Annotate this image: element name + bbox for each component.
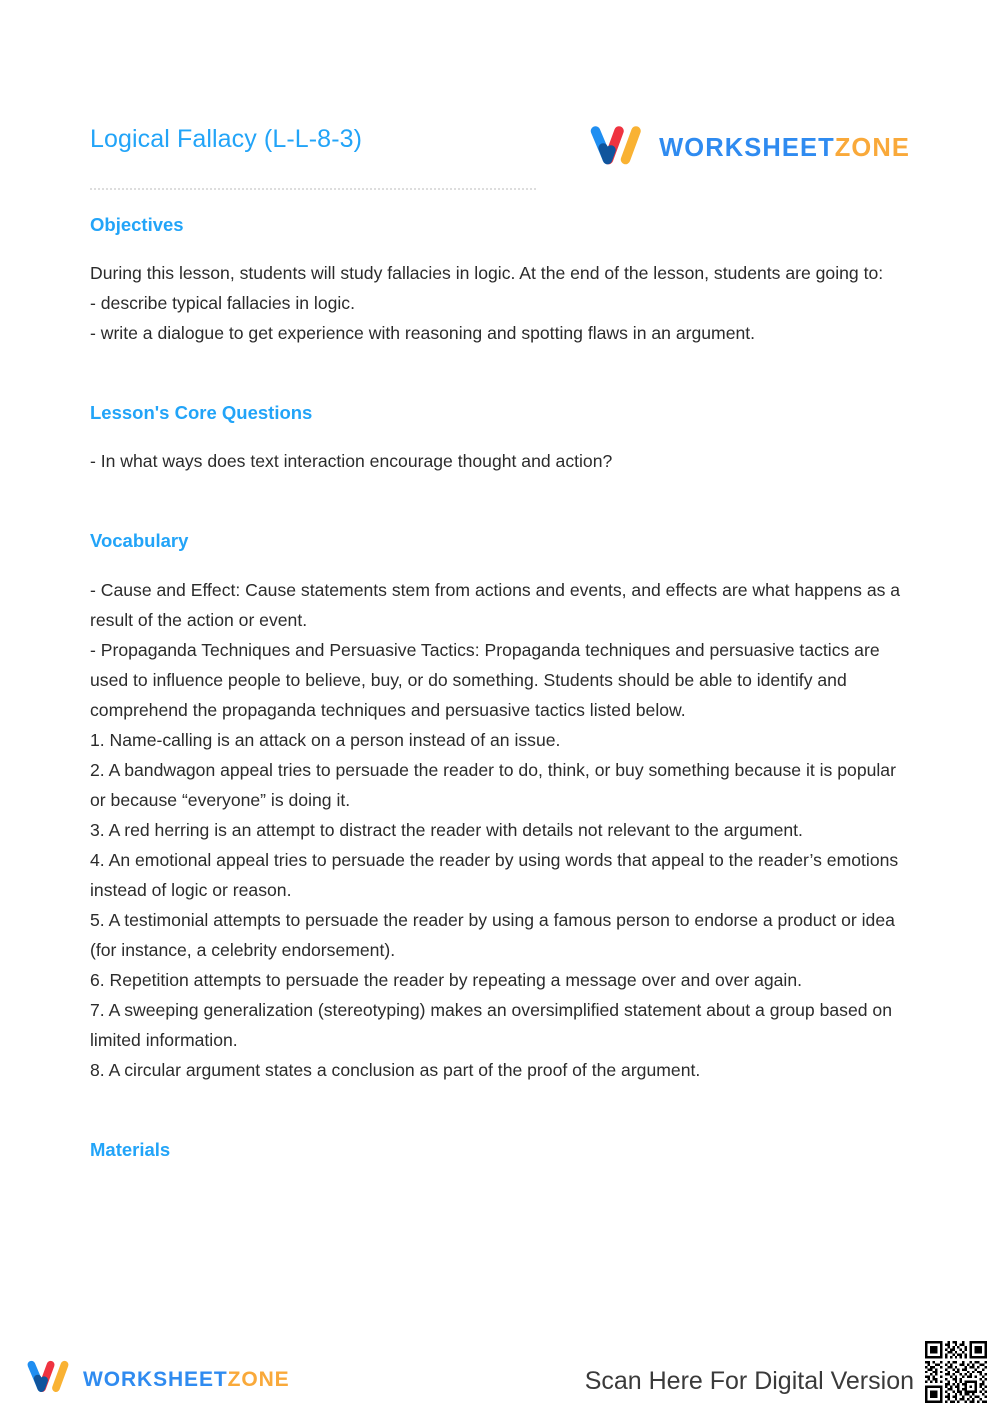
brand-logo-footer: [26, 1359, 290, 1400]
document-header: [90, 122, 910, 176]
vocabulary-numbered-item: 1. Name-calling is an attack on a person instead of an issue.: [90, 729, 561, 750]
section-heading-materials: Materials: [90, 1138, 171, 1160]
vocabulary-body: [90, 575, 910, 1085]
section-core-questions: [90, 402, 910, 476]
section-vocabulary: [90, 530, 910, 1084]
footer-brand-name-primary: WORKSHEET: [83, 1368, 228, 1391]
objectives-bullet: - describe typical fallacies in logic.: [90, 293, 355, 314]
vocabulary-numbered-item: 8. A circular argument states a conclusion as part of the proof of the argument.: [90, 1059, 701, 1080]
brand-wordmark: [659, 133, 910, 162]
vocabulary-numbered-item: 4. An emotional appeal tries to persuade the reader by using words that appeal to the reader’s emotions instead of logic or reason.: [90, 849, 899, 900]
brand-name-primary: WORKSHEET: [659, 133, 835, 162]
section-heading-core-questions: Lesson's Core Questions: [90, 402, 313, 424]
brand-logo-header: [589, 122, 910, 173]
section-materials: [90, 1139, 910, 1161]
vocabulary-numbered-item: 7. A sweeping generalization (stereotyping) makes an oversimplified statement about a group based on limited information.: [90, 999, 892, 1050]
document-content: [90, 122, 910, 1181]
page-title: Logical Fallacy (L-L-8-3): [90, 125, 363, 153]
vocabulary-entry: - Propaganda Techniques and Persuasive Tactics: Propaganda techniques and persuasive tactics are used to influence people to believe, buy, or do something. Students should be able to identify and comprehend the propaganda techniques and persuasive tactics listed below.: [90, 639, 880, 720]
section-spacer: [90, 1085, 910, 1115]
worksheetzone-w-logo-icon: [589, 124, 645, 173]
title-divider: [90, 188, 536, 190]
core-question-item: - In what ways does text interaction encourage thought and action?: [90, 451, 613, 472]
footer-brand-wordmark: [83, 1369, 290, 1390]
scan-instruction-text: Scan Here For Digital Version: [584, 1367, 914, 1395]
core-questions-body: [90, 446, 910, 476]
vocabulary-numbered-item: 2. A bandwagon appeal tries to persuade the reader to do, think, or buy something because it is popular or because “everyone” is doing it.: [90, 759, 896, 810]
section-spacer: [90, 348, 910, 378]
section-heading-objectives: Objectives: [90, 214, 184, 235]
objectives-body: [90, 258, 910, 348]
vocabulary-numbered-item: 3. A red herring is an attempt to distract the reader with details not relevant to the argument.: [90, 819, 803, 840]
objectives-intro: During this lesson, students will study fallacies in logic. At the end of the lesson, students are going to:: [90, 263, 884, 284]
section-objectives: [90, 214, 910, 348]
footer-brand-name-secondary: ZONE: [227, 1368, 290, 1391]
worksheetzone-w-logo-icon: [26, 1359, 72, 1400]
qr-code-icon[interactable]: [920, 1336, 992, 1408]
vocabulary-numbered-item: 6. Repetition attempts to persuade the reader by repeating a message over and over again.: [90, 969, 803, 990]
section-heading-vocabulary: Vocabulary: [90, 530, 189, 552]
brand-name-secondary: ZONE: [834, 133, 910, 162]
section-spacer: [90, 476, 910, 506]
vocabulary-numbered-item: 5. A testimonial attempts to persuade the reader by using a famous person to endorse a product or idea (for instance, a celebrity endorsement).: [90, 909, 895, 960]
objectives-bullet: - write a dialogue to get experience with reasoning and spotting flaws in an argument.: [90, 323, 756, 344]
page-footer: [0, 1328, 1000, 1414]
vocabulary-entry: - Cause and Effect: Cause statements stem from actions and events, and effects are what happens as a result of the action or event.: [90, 579, 901, 630]
